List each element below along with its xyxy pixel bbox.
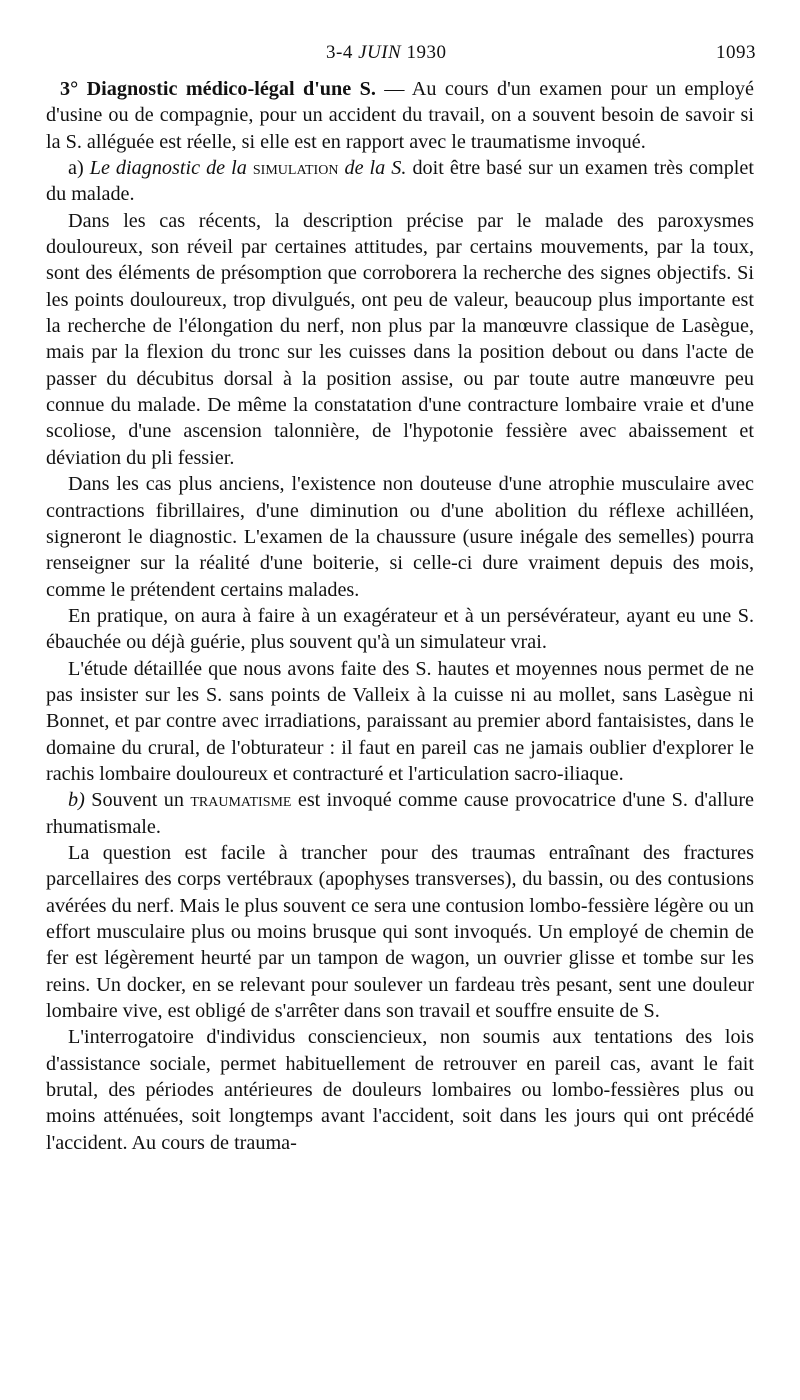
body-text — [46, 76, 754, 1156]
paragraph: Dans les cas plus anciens, l'existence non douteuse d'une atrophie musculaire avec contractions fibrillaires, d'une diminution ou d'une abolition du réflexe achilléen, signeront le diagnostic. L'examen de la chaussure (usure inégale des semelles) pourra renseigner sur la réalité d'une boiterie, si celle-ci dure vraiment depuis des mois, comme le prétendent certains malades. — [46, 473, 754, 601]
subsection-b: b) Souvent un traumatisme est invoqué comme cause provocatrice d'une S. d'allure rhumatismale. — [46, 789, 755, 838]
section-heading: 3° Diagnostic médico-légal d'une S. — [60, 78, 376, 100]
paragraph: L'interrogatoire d'individus consciencieux, non soumis aux tentations des lois d'assistance sociale, permet habituellement de retrouver en pareil cas, avant le fait brutal, des périodes antérieures de douleurs lombaires ou lombo-fessières plus ou moins atténuées, soit longtemps avant l'accident, soit dans les jours qui ont précédé l'accident. Au cours de trauma- — [46, 1026, 754, 1154]
issue-date: 3-4 JUIN 1930 — [326, 42, 447, 63]
paragraph: L'étude détaillée que nous avons faite des S. hautes et moyennes nous permet de ne pas insister sur les S. sans points de Valleix à la cuisse ni au mollet, sans Lasègue ni Bonnet, et par contre avec irradiations, paraissant au premier abord fantaisistes, dans le domaine du crural, de l'obturateur : il faut en pareil cas ne jamais oublier d'explorer le rachis lombaire douloureux et contracturé et l'articulation sacro-iliaque. — [46, 657, 754, 785]
paragraph: La question est facile à trancher pour des traumas entraînant des fractures parcellaires des corps vertébraux (apophyses transverses), du bassin, ou des contusions avérées du nerf. Mais le plus souvent ce sera une contusion lombo-fessière légère ou un effort musculaire plus ou moins brusque qui sont invoqués. Un employé de chemin de fer est légèrement heurté par un tampon de wagon, un ouvrier glisse et tombe sur les reins. Un docker, en se relevant pour soulever un fardeau très pesant, sent une douleur lombaire vive, est obligé de s'arrêter dans son travail et souffre ensuite de S. — [46, 841, 755, 1023]
paragraph: En pratique, on aura à faire à un exagérateur et à un persévérateur, ayant eu une S. ébauchée ou déjà guérie, plus souvent qu'à un simulateur vrai. — [46, 604, 754, 654]
subsection-a: a) Le diagnostic de la simulation de la S. doit être basé sur un examen très complet du malade. — [46, 157, 754, 206]
page-number: 1093 — [716, 42, 756, 63]
paragraph: Dans les cas récents, la description précise par le malade des paroxysmes douloureux, son réveil par certaines attitudes, par certains mouvements, par la toux, sont des éléments de présomption que corroborera la recherche des signes objectifs. Si les points douloureux, trop divulgués, ont peu de valeur, beaucoup plus importante est la recherche de l'élongation du nerf, non plus par la manœuvre classique de Lasègue, mais par la flexion du tronc sur les cuisses dans la position debout ou dans l'acte de passer du décubitus dorsal à la position assise, ou par toute autre manœuvre peu connue du malade. De même la constatation d'une contracture lombaire vraie et d'une scoliose, d'une ascension talonnière, de l'hypotonie fessière avec abaissement et déviation du pli fessier. — [46, 209, 754, 469]
section-paragraph: 3° Diagnostic médico-légal d'une S. — Au cours d'un examen pour un employé d'usine ou de compagnie, pour un accident du travail, on a souvent besoin de savoir si la S. alléguée est réelle, si elle est en rapport avec le traumatisme invoqué. — [46, 78, 754, 153]
page-header — [0, 42, 800, 72]
